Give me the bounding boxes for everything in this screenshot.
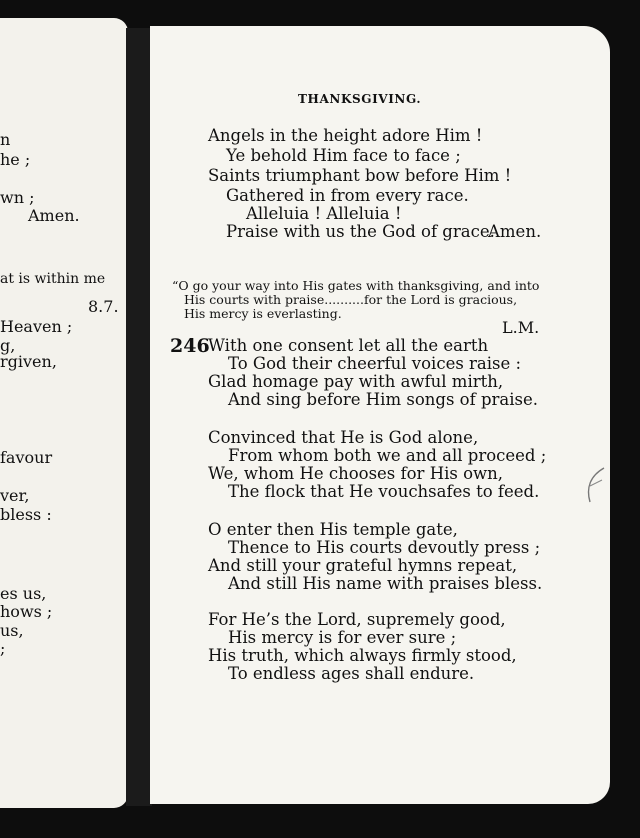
verse-line: And still His name with praises bless. xyxy=(228,574,543,593)
right-page xyxy=(150,26,610,804)
left-page-line: es us, xyxy=(0,584,47,603)
verse-line: Thence to His courts devoutly press ; xyxy=(228,538,541,557)
left-page-line: favour xyxy=(0,448,53,467)
left-page-line: bless : xyxy=(0,505,52,524)
verse-line: Convinced that He is God alone, xyxy=(208,428,479,447)
left-page-line: hows ; xyxy=(0,602,53,621)
left-page-line: n xyxy=(0,130,11,149)
verse-line: Angels in the height adore Him ! xyxy=(208,126,483,145)
left-page-line: Amen. xyxy=(28,206,80,225)
left-page-line: at is within me xyxy=(0,271,106,287)
verse-line: To God their cheerful voices raise : xyxy=(228,354,522,373)
quote-line: His courts with praise..........for the Lord is gracious, xyxy=(184,292,518,307)
left-page-line: g, xyxy=(0,336,16,355)
verse-line: From whom both we and all proceed ; xyxy=(228,446,547,465)
verse-line: O enter then His temple gate, xyxy=(208,520,458,539)
left-page-line: us, xyxy=(0,621,24,640)
verse-line: The flock that He vouchsafes to feed. xyxy=(228,482,540,501)
left-page-line: 8.7. xyxy=(88,297,119,316)
book-gutter xyxy=(126,28,152,806)
page-heading: THANKSGIVING. xyxy=(298,92,422,106)
verse-line: And still your grateful hymns repeat, xyxy=(208,556,518,575)
quote-line: His mercy is everlasting. xyxy=(184,306,342,321)
verse-line: And sing before Him songs of praise. xyxy=(228,390,538,409)
amen: Amen. xyxy=(488,222,542,241)
verse-line: Gathered in from every race. xyxy=(226,186,469,205)
left-page xyxy=(0,18,128,808)
left-page-line: ver, xyxy=(0,486,30,505)
left-page-line: rgiven, xyxy=(0,352,57,371)
verse-line: Praise with us the God of grace. xyxy=(226,222,495,241)
margin-mark xyxy=(582,466,610,506)
left-page-line: he ; xyxy=(0,150,31,169)
left-page-line: Heaven ; xyxy=(0,317,73,336)
verse-line: We, whom He chooses for His own, xyxy=(208,464,504,483)
left-page-line: wn ; xyxy=(0,188,35,207)
verse-line: Saints triumphant bow before Him ! xyxy=(208,166,512,185)
verse-line: His truth, which always firmly stood, xyxy=(208,646,517,665)
verse-line: His mercy is for ever sure ; xyxy=(228,628,457,647)
hymn-number: 246 xyxy=(170,335,210,357)
verse-line: Ye behold Him face to face ; xyxy=(226,146,461,165)
quote-line: “O go your way into His gates with thanksgiving, and into xyxy=(172,278,540,293)
verse-line: To endless ages shall endure. xyxy=(228,664,475,683)
hymn-meter: L.M. xyxy=(502,318,540,337)
verse-line: Alleluia ! Alleluia ! xyxy=(246,204,402,223)
verse-line: Glad homage pay with awful mirth, xyxy=(208,372,504,391)
verse-line: With one consent let all the earth xyxy=(208,336,489,355)
verse-line: For He’s the Lord, supremely good, xyxy=(208,610,506,629)
left-page-line: ; xyxy=(0,639,6,658)
